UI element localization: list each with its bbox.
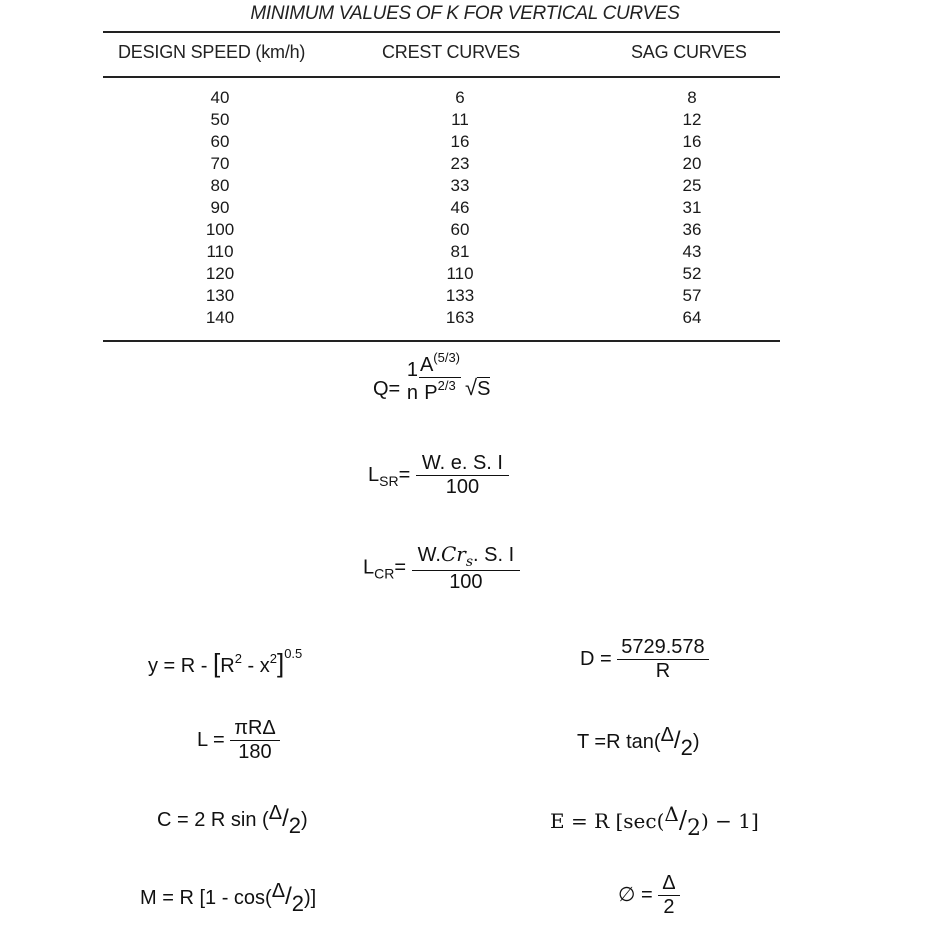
q-a: A	[419, 354, 434, 376]
c-delta: Δ	[268, 802, 283, 824]
speed-cell: 60	[210, 132, 230, 151]
sag-cell: 31	[682, 198, 702, 217]
speed-cell: 40	[210, 88, 230, 107]
crest-cell: 133	[445, 286, 475, 305]
crest-cell: 11	[451, 110, 469, 129]
e-delta: Δ	[664, 802, 679, 826]
lsr-den: 100	[416, 475, 509, 499]
y-lhs: y = R -	[148, 655, 214, 677]
crest-cell: 110	[446, 264, 474, 283]
lsr-sub: SR	[379, 472, 399, 489]
y-exp: 0.5	[284, 646, 303, 661]
sag-cell: 8	[687, 88, 697, 107]
y-open-bracket: [	[213, 648, 221, 678]
crest-cell: 16	[450, 132, 470, 151]
lsr-eq: =	[398, 463, 411, 486]
speed-cell: 50	[210, 110, 230, 129]
table-header-rule	[103, 76, 780, 78]
sag-cell: 20	[682, 154, 702, 173]
lsr-l: L	[368, 463, 380, 486]
formula-lsr	[368, 452, 509, 499]
l-num: πRΔ	[234, 717, 276, 739]
lsr-num: W. e. S. I	[421, 452, 503, 474]
lcr-num-cr: Cr	[440, 542, 466, 566]
c-close: )	[300, 809, 308, 831]
y-minus-x: - x	[241, 655, 270, 677]
d-den: R	[617, 659, 708, 683]
phi-frac	[658, 872, 679, 919]
crest-cell: 163	[445, 308, 475, 327]
t-lhs: T =R tan(	[577, 731, 661, 753]
lcr-num-rest: . S. I	[473, 544, 515, 566]
e-lhs: E = R [sec(	[550, 809, 665, 833]
q-sqrt-arg: S	[477, 378, 491, 400]
table-title: MINIMUM VALUES OF K FOR VERTICAL CURVES	[250, 3, 680, 24]
sqrt-icon: √	[465, 375, 478, 400]
d-num: 5729.578	[621, 636, 705, 658]
speed-cell: 100	[205, 220, 235, 239]
lcr-den: 100	[412, 570, 521, 594]
lcr-l: L	[363, 556, 375, 579]
t-delta: Δ	[660, 724, 674, 746]
d-lhs: D =	[580, 647, 618, 670]
formula-q	[373, 350, 490, 405]
lcr-num-w: W.	[417, 544, 441, 566]
phi-den: 2	[658, 895, 679, 919]
e-two: 2	[686, 816, 701, 841]
sag-cell: 25	[682, 176, 702, 195]
sag-cell: 52	[682, 264, 702, 283]
formula-lcr	[363, 542, 520, 594]
formula-m	[140, 880, 316, 917]
m-delta: Δ	[271, 880, 286, 902]
q-p: P	[424, 382, 438, 404]
formula-d	[580, 636, 709, 683]
speed-cell: 70	[210, 154, 230, 173]
speed-cell: 120	[205, 264, 235, 283]
m-lhs: M = R [1 - cos(	[140, 887, 272, 909]
speed-cell: 80	[210, 176, 230, 195]
m-close: )]	[303, 887, 317, 909]
y-r: R	[220, 655, 235, 677]
column-crest-curves	[420, 87, 500, 329]
header-design-speed: DESIGN SPEED (km/h)	[118, 42, 306, 62]
formula-c	[157, 802, 308, 839]
crest-cell: 33	[450, 176, 470, 195]
column-design-speed	[180, 87, 260, 329]
formula-t	[577, 724, 700, 761]
lsr-frac	[416, 452, 509, 499]
speed-cell: 110	[206, 242, 234, 261]
q-a-exp: (5/3)	[433, 350, 461, 365]
m-two: 2	[291, 891, 304, 916]
formula-l	[197, 717, 280, 764]
table-top-rule	[103, 31, 780, 33]
q-den-n: n	[406, 382, 418, 404]
sag-cell: 12	[682, 110, 702, 129]
crest-cell: 60	[450, 220, 470, 239]
crest-cell: 6	[455, 88, 465, 107]
y-close-bracket: ]	[276, 648, 285, 678]
d-frac	[617, 636, 708, 683]
l-den: 180	[230, 740, 280, 764]
y-x-exp: 2	[269, 651, 277, 666]
q-frac-a-p	[419, 350, 461, 405]
lcr-frac	[412, 542, 521, 594]
t-two: 2	[680, 735, 693, 760]
speed-cell: 90	[210, 198, 230, 217]
crest-cell: 23	[450, 154, 470, 173]
lcr-num-s: s	[465, 554, 474, 570]
l-lhs: L =	[197, 728, 231, 751]
formula-phi	[618, 872, 680, 919]
l-frac	[230, 717, 280, 764]
sag-cell: 16	[682, 132, 702, 151]
crest-cell: 46	[450, 198, 470, 217]
y-r-exp: 2	[234, 651, 242, 666]
c-slash: /	[282, 805, 289, 832]
speed-cell: 130	[205, 286, 235, 305]
header-crest-curves: CREST CURVES	[382, 42, 520, 62]
sag-cell: 64	[682, 308, 702, 327]
q-num-1: 1	[406, 359, 418, 381]
phi-lhs: ∅ =	[618, 883, 659, 906]
q-p-exp: 2/3	[437, 378, 456, 393]
e-close: ) − 1]	[700, 809, 759, 833]
formula-e	[550, 802, 759, 841]
column-sag-curves	[652, 87, 732, 329]
q-frac-1-n	[406, 359, 419, 405]
crest-cell: 81	[450, 242, 470, 261]
phi-num: Δ	[662, 872, 676, 894]
sag-cell: 36	[682, 220, 702, 239]
formula-y	[148, 646, 302, 679]
lcr-eq: =	[394, 556, 407, 579]
m-slash: /	[285, 883, 292, 910]
header-sag-curves: SAG CURVES	[631, 42, 747, 62]
lcr-sub: CR	[374, 565, 395, 582]
c-two: 2	[288, 813, 301, 838]
table-bottom-rule	[103, 340, 780, 342]
t-slash: /	[673, 727, 681, 754]
t-close: )	[692, 731, 700, 753]
speed-cell: 140	[205, 308, 235, 327]
q-lhs: Q=	[373, 378, 401, 400]
e-slash: /	[678, 806, 687, 834]
c-lhs: C = 2 R sin (	[157, 809, 269, 831]
sag-cell: 43	[682, 242, 702, 261]
sag-cell: 57	[682, 286, 702, 305]
